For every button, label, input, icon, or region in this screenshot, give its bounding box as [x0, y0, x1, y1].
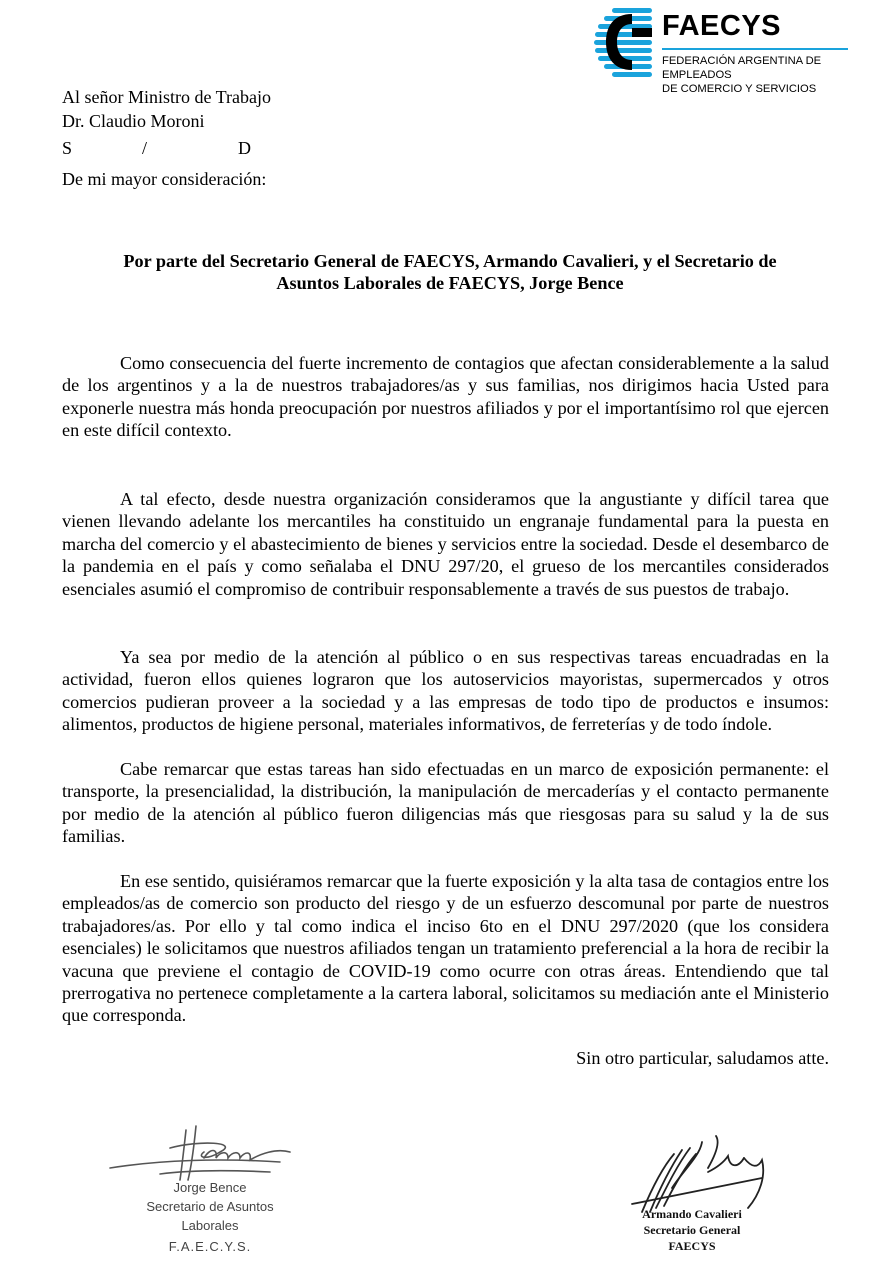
- closing-line: Sin otro particular, saludamos atte.: [576, 1048, 829, 1068]
- paragraph-3: Ya sea por medio de la atención al público o en sus respectivas tareas encuadradas en la actividad, fueron ellos quienes lograron que los autoservicios mayoristas, supermercados y otros comercios pudieran proveer a la sociedad y a las empresas de todo tipo de productos e insumos: alimentos, productos de higiene personal, materiales informativos, de ferreterías y de todo índole.: [62, 647, 829, 735]
- letter-title-line2: Asuntos Laborales de FAECYS, Jorge Bence: [276, 273, 624, 293]
- logo-name: FAECYS: [662, 10, 782, 42]
- signer-left-org: F.A.E.C.Y.S.: [168, 1239, 252, 1254]
- recipient-title: Al señor Ministro de Trabajo: [62, 87, 271, 107]
- logo-divider-line: [662, 48, 848, 51]
- signer-right-org: FAECYS: [668, 1239, 716, 1253]
- paragraph-4: Cabe remarcar que estas tareas han sido efectuadas en un marco de exposición permanente: el transporte, la presencialidad, la distribución, la manipulación de mercaderías y el contacto permanente por medio de la atención al público fueron diligencias más que riesgosas para su salud y la de sus familias.: [62, 759, 829, 847]
- signer-right-role: Secretario General: [643, 1223, 741, 1237]
- logo-subtitle-line2: DE COMERCIO Y SERVICIOS: [662, 83, 817, 95]
- signer-right-name: Armando Cavalieri: [642, 1207, 742, 1221]
- sd-d: D: [238, 138, 251, 158]
- sd-s: S: [62, 138, 73, 158]
- signature-block-right: [612, 1128, 812, 1258]
- recipient-name: Dr. Claudio Moroni: [62, 111, 205, 131]
- signer-left-role2: Laborales: [181, 1218, 239, 1233]
- letter-title: [60, 250, 840, 294]
- logo-subtitle-line1: FEDERACIÓN ARGENTINA DE EMPLEADOS: [662, 55, 822, 81]
- paragraph-5: En ese sentido, quisiéramos remarcar que la fuerte exposición y la alta tasa de contagios entre los empleados/as de comercio son producto del riesgo y de un esfuerzo descomunal por parte de nuestros trabajadores/as. Por ello y tal como indica el inciso 6to en el DNU 297/2020 (que los considera esenciales) le solicitamos que nuestros afiliados tengan un tratamiento preferencial a la hora de recibir la vacuna que previene el contagio de COVID-19 como ocurre con otras áreas. Entendiendo que tal prerrogativa no pertenece completamente a la cartera laboral, solicitamos su mediación ante el Ministerio que corresponda.: [62, 871, 829, 1026]
- signature-right-text: [612, 1206, 772, 1254]
- faecys-emblem-icon: [592, 4, 658, 84]
- signature-cavalieri-icon: [612, 1128, 812, 1218]
- paragraph-1: Como consecuencia del fuerte incremento de contagios que afectan considerablemente a la salud de los argentinos y a la de nuestros trabajadores/as y sus familias, nos dirigimos hacia Usted para exponerle nuestra más honda preocupación por nuestros afiliados y por el importantísimo rol que ejercen en este difícil contexto.: [62, 353, 829, 441]
- signer-left-name: Jorge Bence: [173, 1180, 247, 1195]
- signature-left-text: [100, 1178, 320, 1256]
- faecys-logo: [592, 4, 852, 95]
- signature-block-left: [100, 1118, 320, 1258]
- logo-subtitle: [662, 54, 852, 96]
- signer-left-role1: Secretario de Asuntos: [146, 1199, 274, 1214]
- paragraph-2: A tal efecto, desde nuestra organización consideramos que la angustiante y difícil tarea que vienen llevando adelante los mercantiles ha constituido un engranaje fundamental para la puesta en marcha del comercio y el abastecimiento de bienes y servicios entre la sociedad. Desde el desembarco de la pandemia en el país y como señalaba el DNU 297/20, el grueso de los mercantiles considerados esenciales asumió el compromiso de contribuir responsablemente a través de sus puestos de trabajo.: [62, 489, 829, 599]
- letter-title-line1: Por parte del Secretario General de FAECYS, Armando Cavalieri, y el Secretario de: [123, 251, 777, 271]
- greeting: De mi mayor consideración:: [62, 169, 267, 189]
- sd-slash: /: [142, 138, 148, 158]
